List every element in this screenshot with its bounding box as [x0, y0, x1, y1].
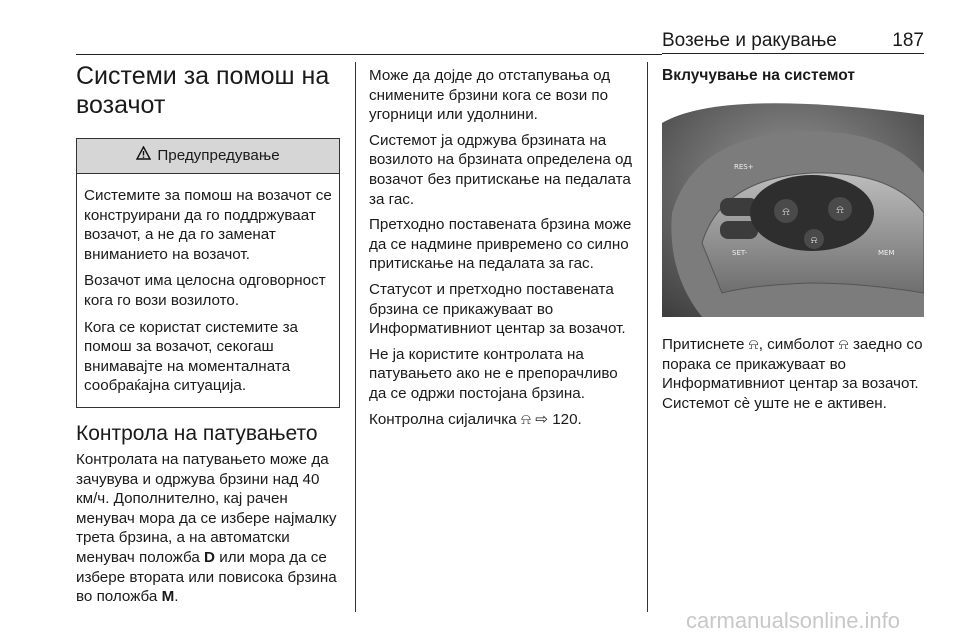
body-text: Контролата на патувањето може да зачувува и одржува брзини над 40 км/ч. Дополнително, кај рачен менувач мора да се избере најмалку трета брзина, а на автоматски менувач положба: [76, 450, 337, 566]
body-paragraph: Претходно поставената брзина може да се надмине привремено со силно притискање на педалата за гас.: [369, 216, 632, 273]
body-paragraph: [662, 335, 924, 413]
set-label: SET-: [732, 249, 748, 257]
body-text: заедно со порака се прикажуваат во Информативниот центар за возачот. Системот сè уште не е активен.: [662, 336, 923, 412]
subsection-heading: Контрола на патувањето: [76, 421, 318, 445]
page-header: [662, 24, 924, 54]
body-paragraph: Не ја користите контролата на патувањето ако не е препорачливо да се одржи постојана брзина.: [369, 345, 618, 402]
header-rule: [662, 53, 924, 54]
warning-paragraph: Кога се користат системите за помош за возачот, секогаш внимавајте на моменталната сообраќајна ситуација.: [84, 318, 298, 395]
warning-body: [77, 174, 339, 407]
warning-box: [76, 138, 340, 408]
res-label: RES+: [734, 163, 754, 171]
svg-text:⍾: ⍾: [782, 205, 790, 218]
watermark: carmanualsonline.info: [686, 608, 901, 633]
body-text: .: [174, 588, 179, 606]
cruise-control-icon: ⍾: [748, 336, 759, 353]
body-text: или мора да се избере втората или повисока брзина во положба: [76, 548, 337, 606]
body-paragraph: Статусот и претходно поставената брзина се прикажуваат во Информативниот центар за возачот.: [369, 280, 626, 338]
cruise-control-icon: ⍾: [838, 336, 849, 353]
running-title: Возење и ракување: [662, 30, 837, 51]
cruise-control-icon: ⍾: [520, 410, 531, 428]
steering-wheel-illustration: [662, 93, 924, 317]
column-right: [662, 66, 924, 419]
warning-paragraph: Возачот има целосна одговорност кога го вози возилото.: [84, 272, 326, 309]
warning-triangle-icon: [136, 146, 151, 166]
gear-m-label: M: [161, 588, 175, 606]
arrow-icon: ⇨: [535, 410, 548, 428]
column-middle: [369, 66, 633, 435]
body-text: Притиснете: [662, 336, 749, 353]
gear-d-label: D: [204, 548, 215, 566]
page-reference: 120.: [552, 410, 582, 428]
column-divider: [647, 62, 648, 612]
column-divider: [355, 62, 356, 612]
indicator-text: Контролна сијаличка: [369, 410, 517, 428]
body-paragraph: Системот ја одржува брзината на возилото на брзината определена од возачот без притискање на педалата за гас.: [369, 131, 633, 208]
body-paragraph: Може да дојде до отстапувања од снимените брзини кога се вози по угорници или удолнини.: [369, 67, 611, 124]
warning-header: [77, 139, 339, 174]
column-left: [76, 62, 340, 613]
svg-text:⍾: ⍾: [836, 203, 844, 216]
section-heading: Системи за помош на возачот: [76, 62, 330, 119]
warning-label: Предупредување: [157, 147, 280, 165]
page-number: 187: [892, 30, 924, 51]
body-paragraph: [76, 450, 340, 607]
mem-label: MEM: [878, 249, 895, 257]
body-text: , симболот: [758, 336, 839, 353]
svg-text:⍾: ⍾: [810, 235, 818, 246]
section-heading: Вклучување на системот: [662, 67, 855, 84]
header-rule-left: [76, 54, 662, 55]
indicator-reference: [369, 410, 633, 430]
warning-paragraph: Системите за помош на возачот се конструирани да го поддржуваат возачот, а не да го заменат вниманието на возачот.: [84, 187, 332, 263]
